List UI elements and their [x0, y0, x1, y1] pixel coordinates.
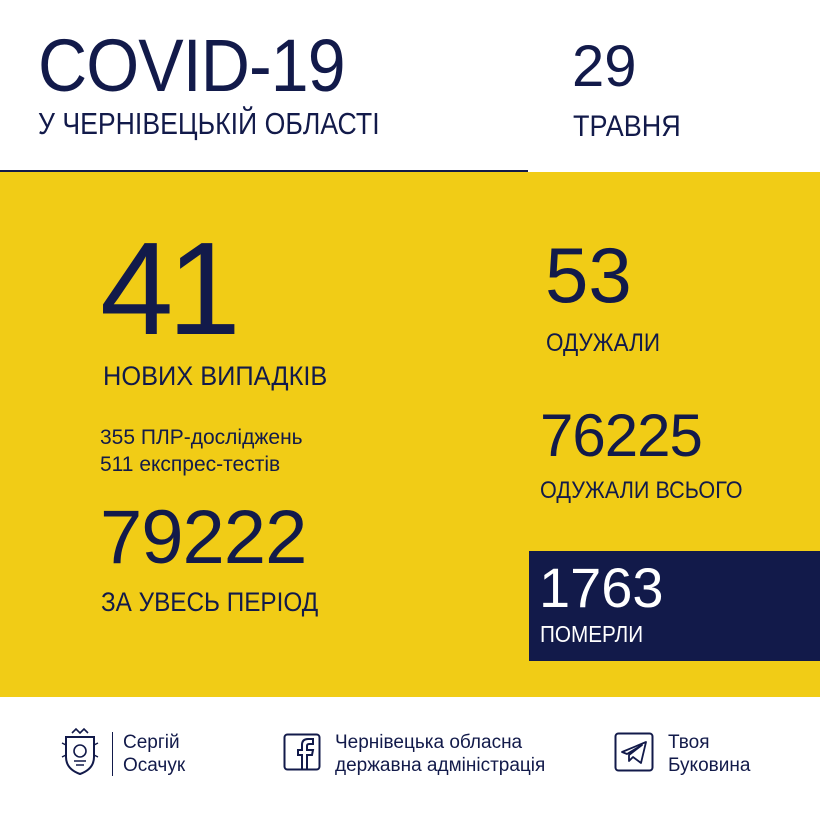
new-cases-value: 41: [100, 215, 235, 362]
facebook-label-line1: Чернівецька обласна: [335, 732, 523, 753]
footer-separator: [112, 732, 113, 776]
person-last-name: Осачук: [123, 755, 186, 776]
person-name: [123, 731, 185, 777]
total-cases-value: 79222: [100, 495, 307, 580]
footer-person-link[interactable]: [60, 728, 185, 780]
date-day: 29: [572, 34, 637, 99]
footer-facebook-link[interactable]: [283, 728, 545, 780]
pcr-tests: 355 ПЛР-досліджень: [100, 426, 303, 449]
recovered-label: ОДУЖАЛИ: [546, 329, 661, 357]
coat-of-arms-icon: [60, 727, 100, 782]
recovered-total-label: ОДУЖАЛИ ВСЬОГО: [540, 477, 743, 504]
page-title: COVID-19: [38, 24, 345, 107]
facebook-icon: [283, 733, 321, 776]
express-tests: 511 експрес-тестів: [100, 453, 281, 476]
new-cases-label: НОВИХ ВИПАДКІВ: [103, 361, 328, 391]
facebook-label-line2: державна адміністрація: [335, 755, 546, 776]
footer-telegram-link[interactable]: [614, 728, 750, 780]
deaths-label: ПОМЕРЛИ: [540, 621, 644, 647]
region-subtitle: У ЧЕРНІВЕЦЬКІЙ ОБЛАСТІ: [38, 106, 380, 141]
date-month: ТРАВНЯ: [573, 110, 681, 143]
recovered-total-value: 76225: [540, 402, 702, 469]
recovered-value: 53: [545, 231, 632, 319]
telegram-label-line1: Твоя: [668, 732, 710, 753]
person-first-name: Сергій: [123, 732, 180, 753]
telegram-icon: [614, 732, 654, 777]
tests-info: [100, 424, 303, 478]
deaths-value: 1763: [539, 556, 664, 619]
facebook-label: [335, 731, 545, 777]
total-cases-label: ЗА УВЕСЬ ПЕРІОД: [101, 587, 319, 617]
telegram-label-line2: Буковина: [668, 755, 751, 776]
telegram-label: [668, 731, 750, 777]
